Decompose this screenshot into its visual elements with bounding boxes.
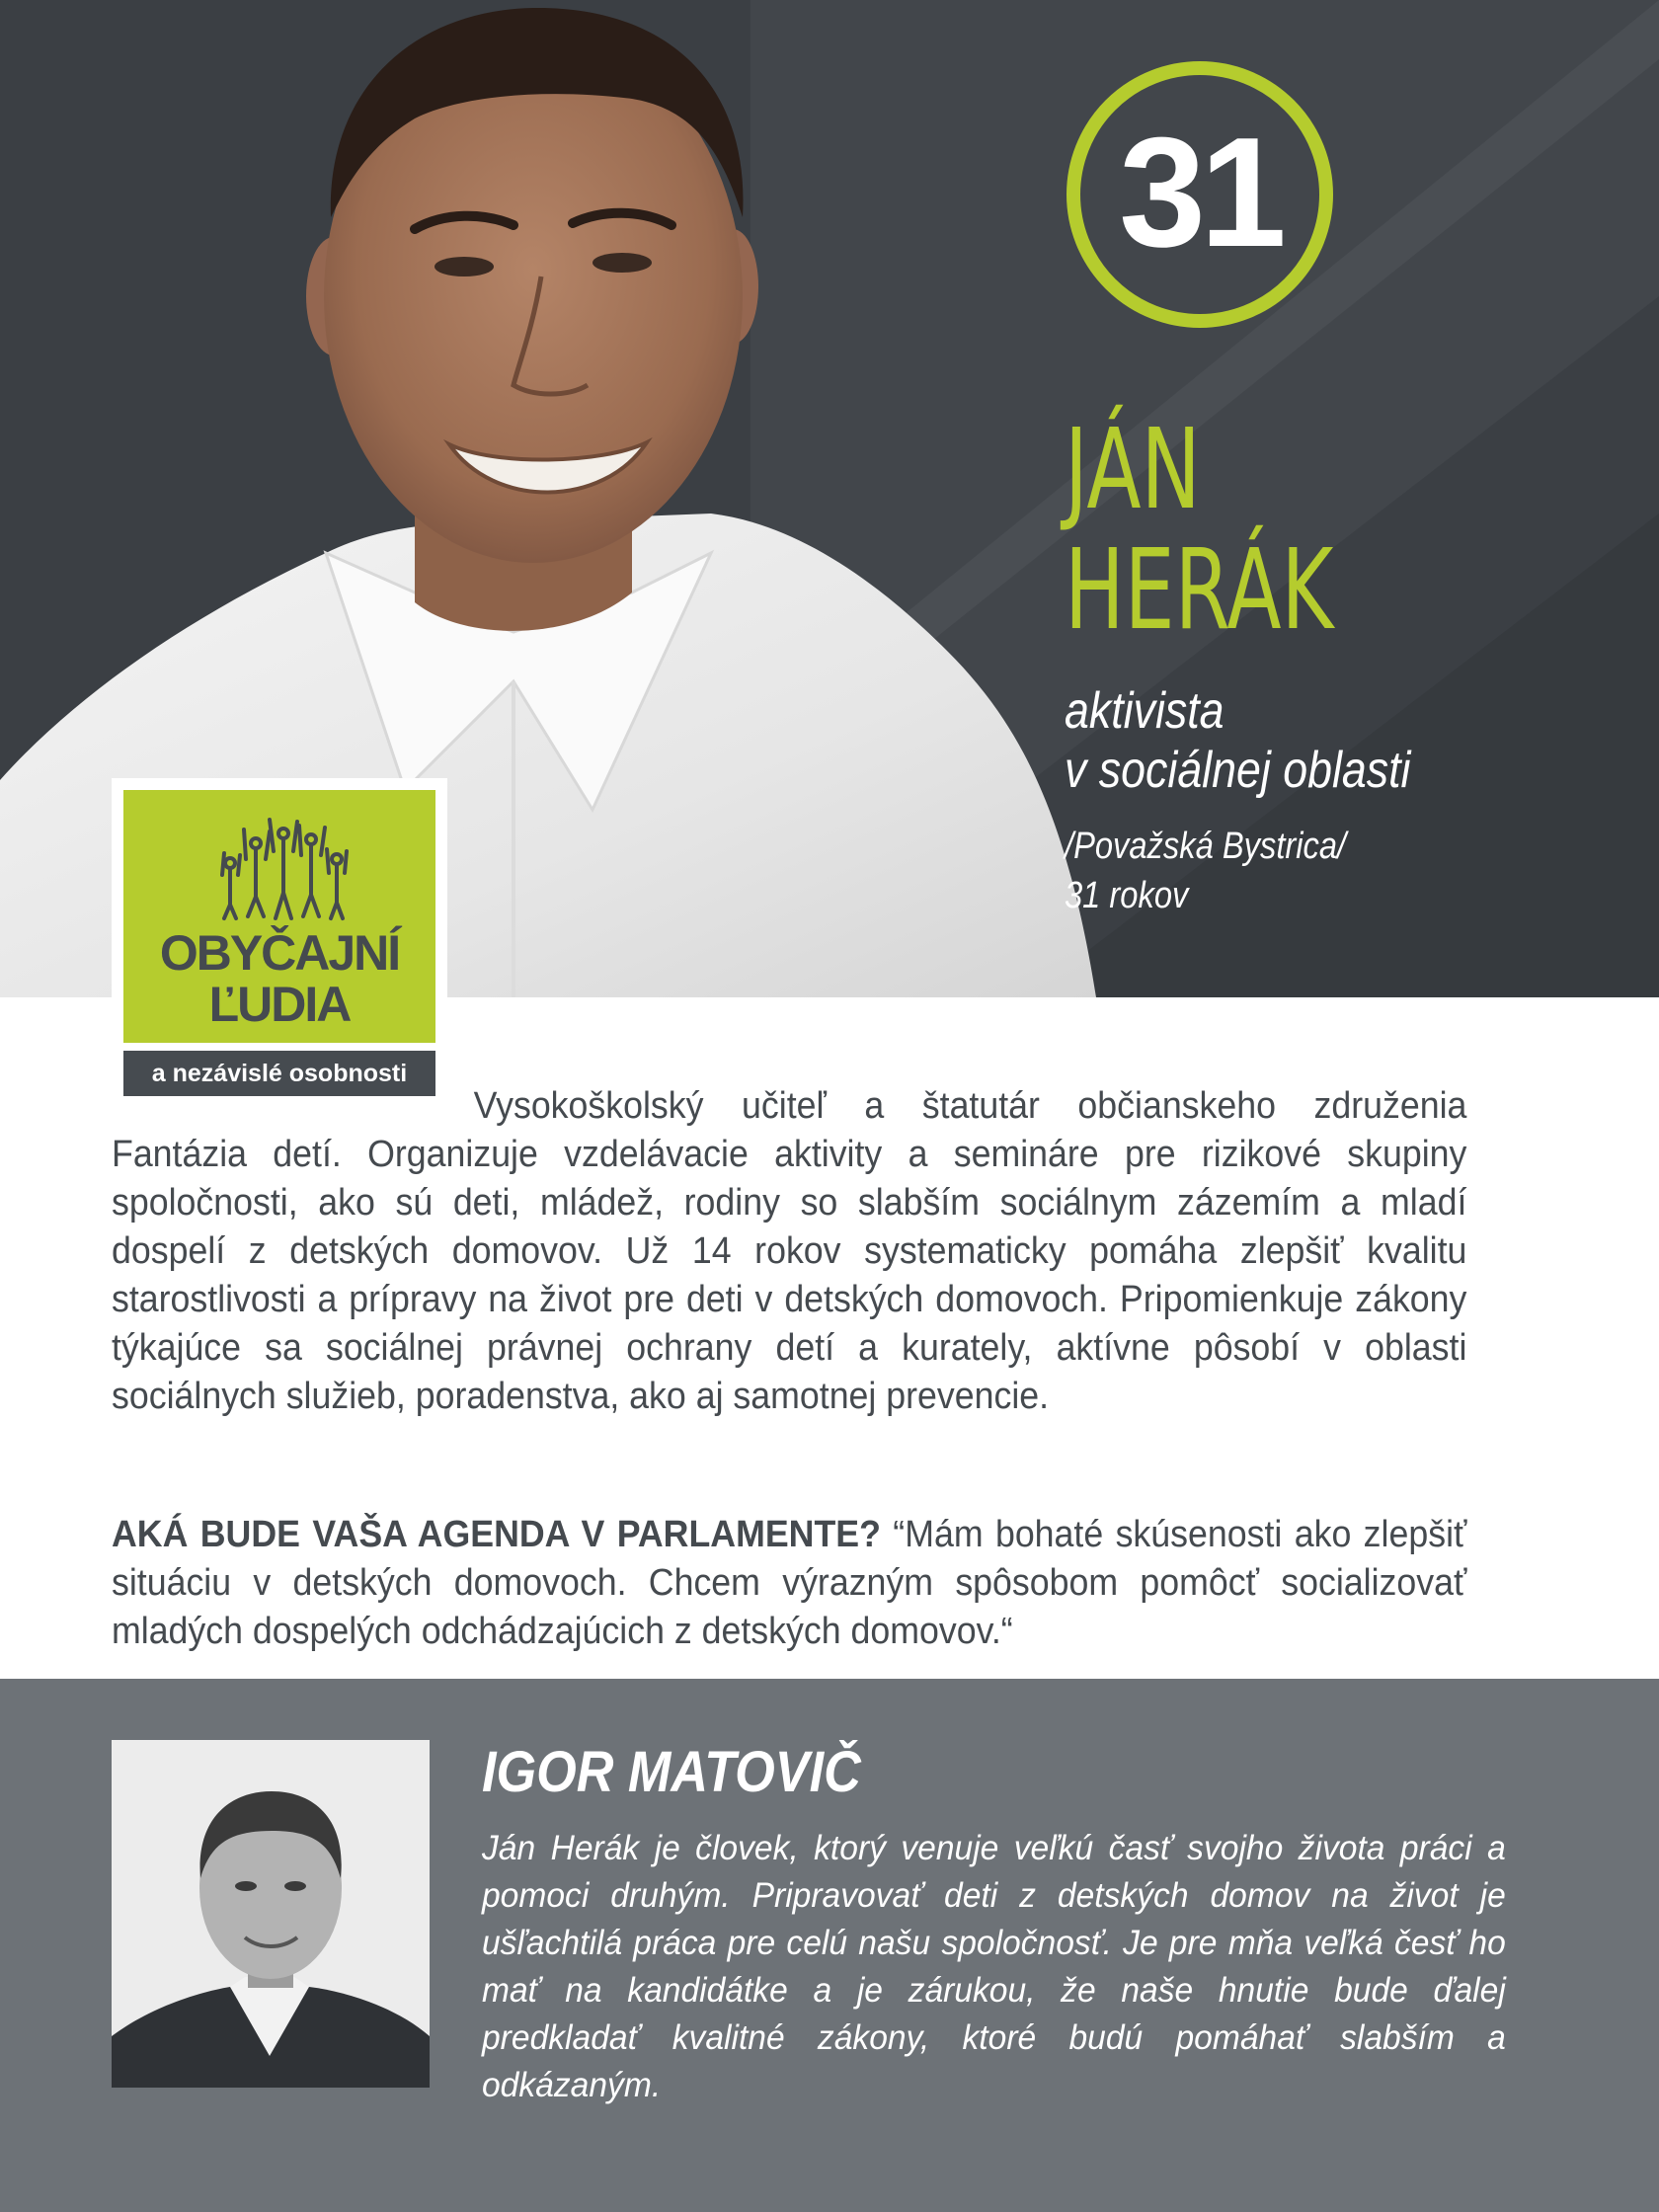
endorser-name: IGOR MATOVIČ (482, 1740, 861, 1804)
candidate-details (1065, 822, 1346, 920)
candidate-role (1065, 681, 1410, 800)
agenda-answer: “Mám bohaté skúsenosti ako zlepšiť situáciu v detských domovoch. Chcem výrazným spôsobom pomôcť socializovať mladých dospelých odchádzajúcich z detských domovov.“ (112, 1514, 1467, 1652)
candidate-number: 31 (1119, 106, 1281, 279)
candidate-name (1065, 406, 1334, 656)
agenda-paragraph (112, 1511, 1466, 1656)
people-figures-icon (220, 816, 349, 922)
party-logo-line2: ĽUDIA (208, 977, 351, 1032)
endorser-portrait (112, 1740, 430, 2088)
endorsement-quote: Ján Herák je človek, ktorý venuje veľkú časť svojho života práci a pomoci druhým. Pripravovať deti z detských domov na život je ušľachtilá práca pre celú našu spoločnosť. Je pre mňa veľká česť ho mať na kandidátke a je zárukou, že naše hnutie bude ďalej predkladať kvalitné zákony, ktoré budú pomáhať slabším a odkázaným. (482, 1829, 1506, 2104)
party-logo-panel (123, 790, 435, 1043)
candidate-age: 31 rokov (1065, 875, 1189, 916)
candidate-number-badge (1066, 61, 1333, 328)
candidate-first-name: JÁN (1065, 406, 1201, 534)
candidate-last-name: HERÁK (1065, 526, 1334, 655)
party-logo-tagline: a nezávislé osobnosti (123, 1051, 435, 1096)
party-logo (112, 778, 447, 1106)
endorsement-section (0, 1679, 1659, 2212)
bio-text: Vysokoškolský učiteľ a štatutár občianskeho združenia Fantázia detí. Organizuje vzdelávacie aktivity a semináre pre rizikové skupiny spoločnosti, ako sú deti, mládež, rodiny so slabším sociálnym zázemím a mladí dospelí z detských domovov. Už 14 rokov systematicky pomáha zlepšiť kvalitu starostlivosti a prípravy na život pre deti v detských domovoch. Pripomienkuje zákony týkajúce sa sociálnej právnej ochrany detí a kurately, aktívne pôsobí v oblasti sociálnych služieb, poradenstva, ako aj samotnej prevencie. (112, 1085, 1467, 1417)
candidate-place: /Považská Bystrica/ (1065, 826, 1347, 867)
agenda-question: AKÁ BUDE VAŠA AGENDA V PARLAMENTE? (112, 1514, 881, 1555)
candidate-bio (112, 1082, 1466, 1421)
party-logo-line1: OBYČAJNÍ (159, 925, 400, 981)
candidate-role-line2: v sociálnej oblasti (1065, 742, 1411, 799)
candidate-role-line1: aktivista (1065, 682, 1224, 740)
